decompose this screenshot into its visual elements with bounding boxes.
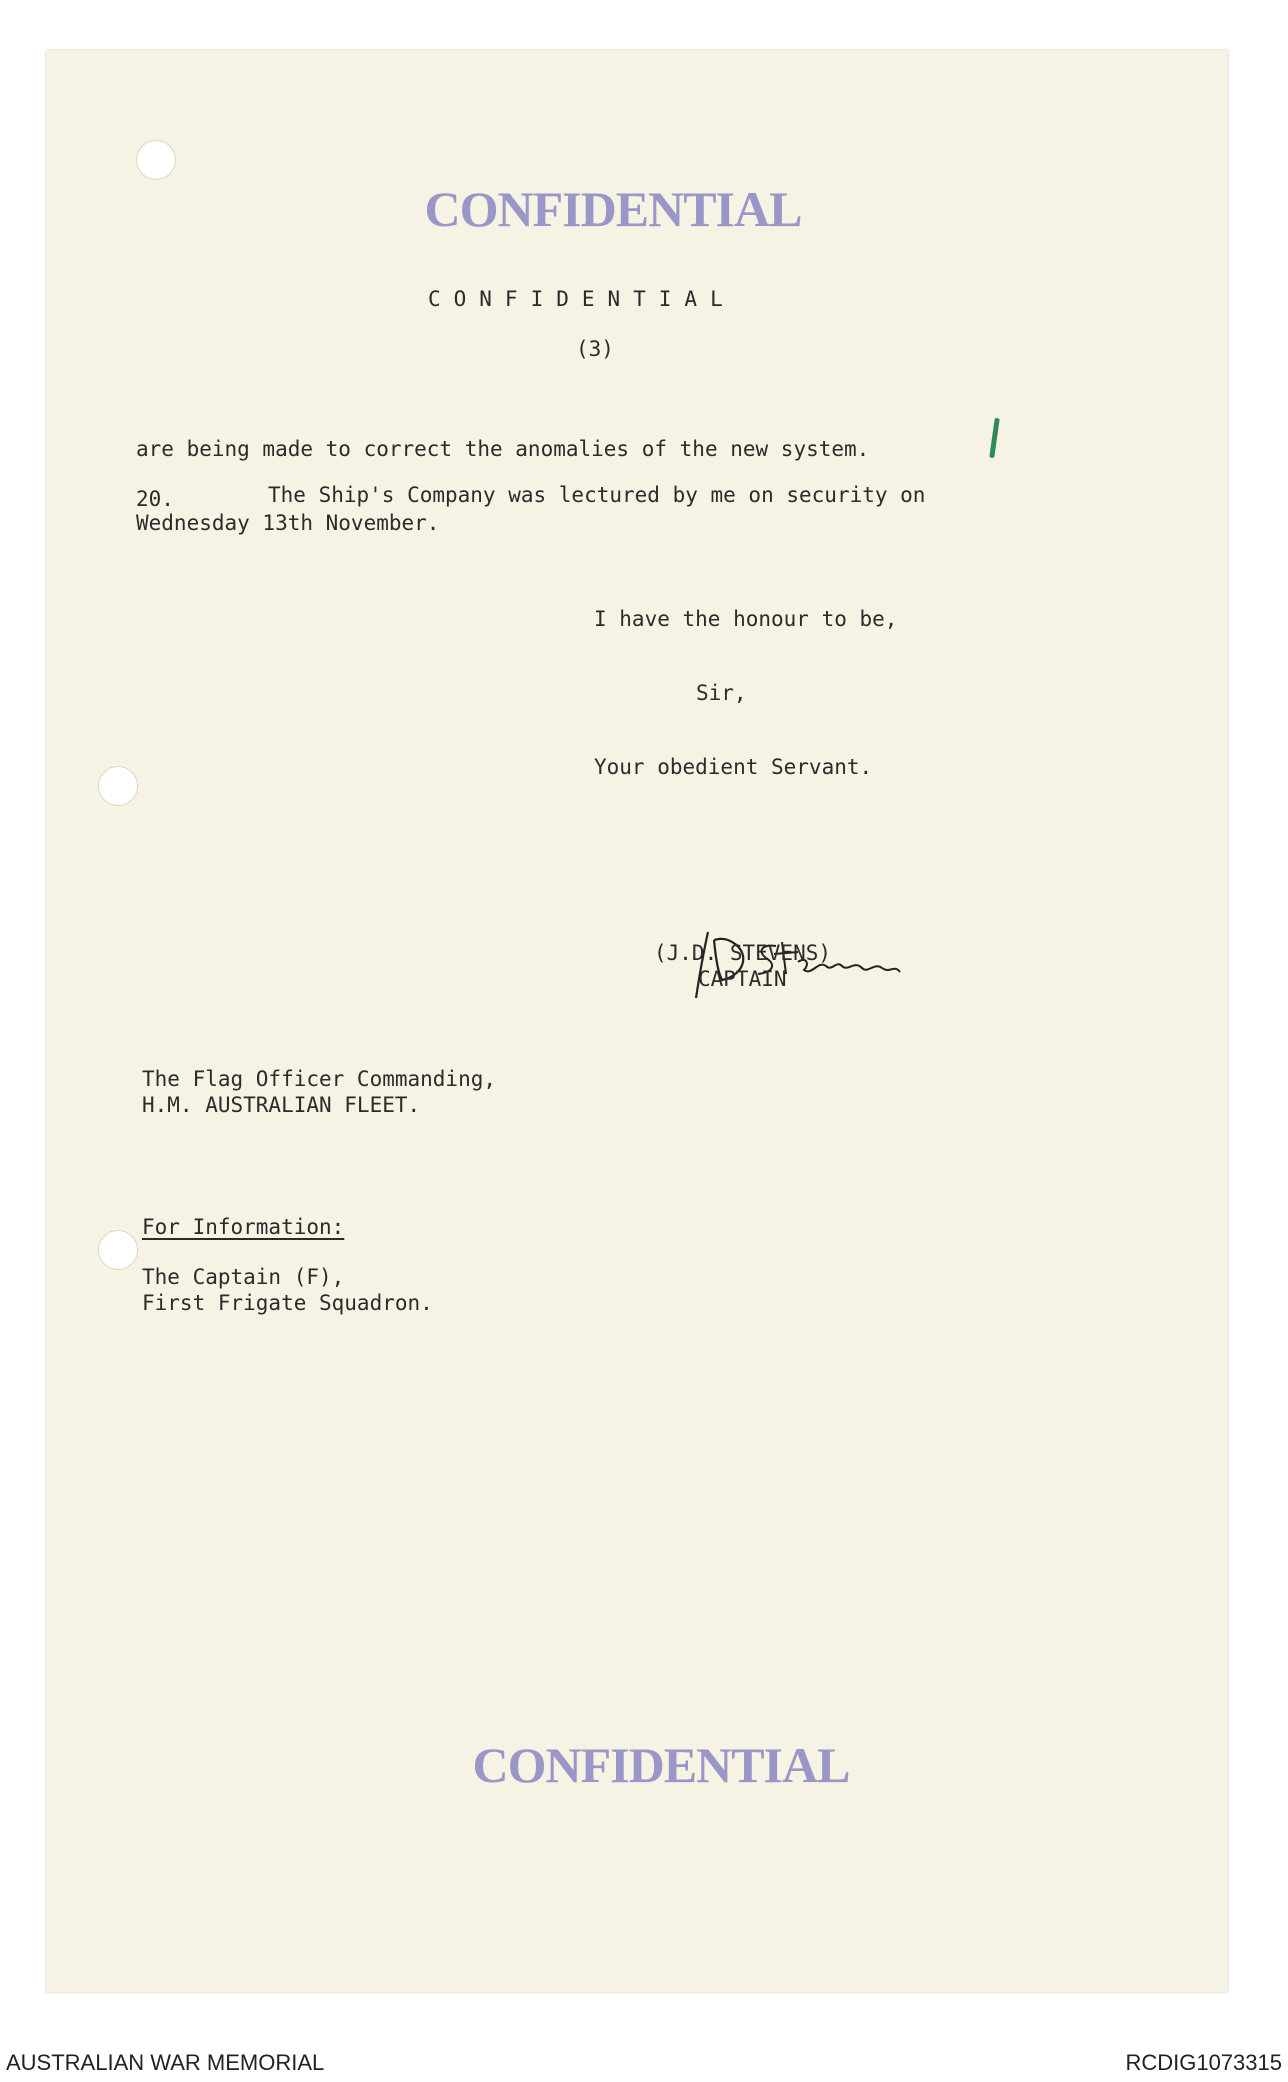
signatory-name: (J.D. STEVENS) [654,941,832,965]
typed-heading: CONFIDENTIAL [428,287,736,311]
footer-right-label: RCDIG1073315 [1125,2050,1282,2075]
confidential-stamp-bottom: CONFIDENTIAL [472,1737,850,1793]
info-line-1: The Captain (F), [142,1265,345,1289]
paragraph-20-line-1: The Ship's Company was lectured by me on security on [268,483,926,507]
page-number: (3) [576,337,614,361]
footer-left-label: AUSTRALIAN WAR MEMORIAL [6,2050,325,2075]
closing-line-1: I have the honour to be, [594,607,898,631]
confidential-stamp-top: CONFIDENTIAL [424,181,802,237]
addressee-line-2: H.M. AUSTRALIAN FLEET. [142,1093,421,1117]
punch-hole-top [136,140,176,180]
addressee-line-1: The Flag Officer Commanding, [142,1067,497,1091]
punch-hole-bottom [98,1230,138,1270]
document-page [46,50,1228,1992]
info-heading: For Information: [142,1215,345,1239]
paragraph-20-line-2: Wednesday 13th November. [136,511,440,535]
signatory-rank: CAPTAIN [698,967,787,991]
paragraph-20-number: 20. [136,487,174,511]
punch-hole-middle [98,766,138,806]
closing-line-2: Sir, [696,681,747,705]
closing-line-3: Your obedient Servant. [594,755,873,779]
continuation-line: are being made to correct the anomalies of the new system. [136,437,870,461]
green-check-mark [989,418,1000,458]
info-line-2: First Frigate Squadron. [142,1291,433,1315]
